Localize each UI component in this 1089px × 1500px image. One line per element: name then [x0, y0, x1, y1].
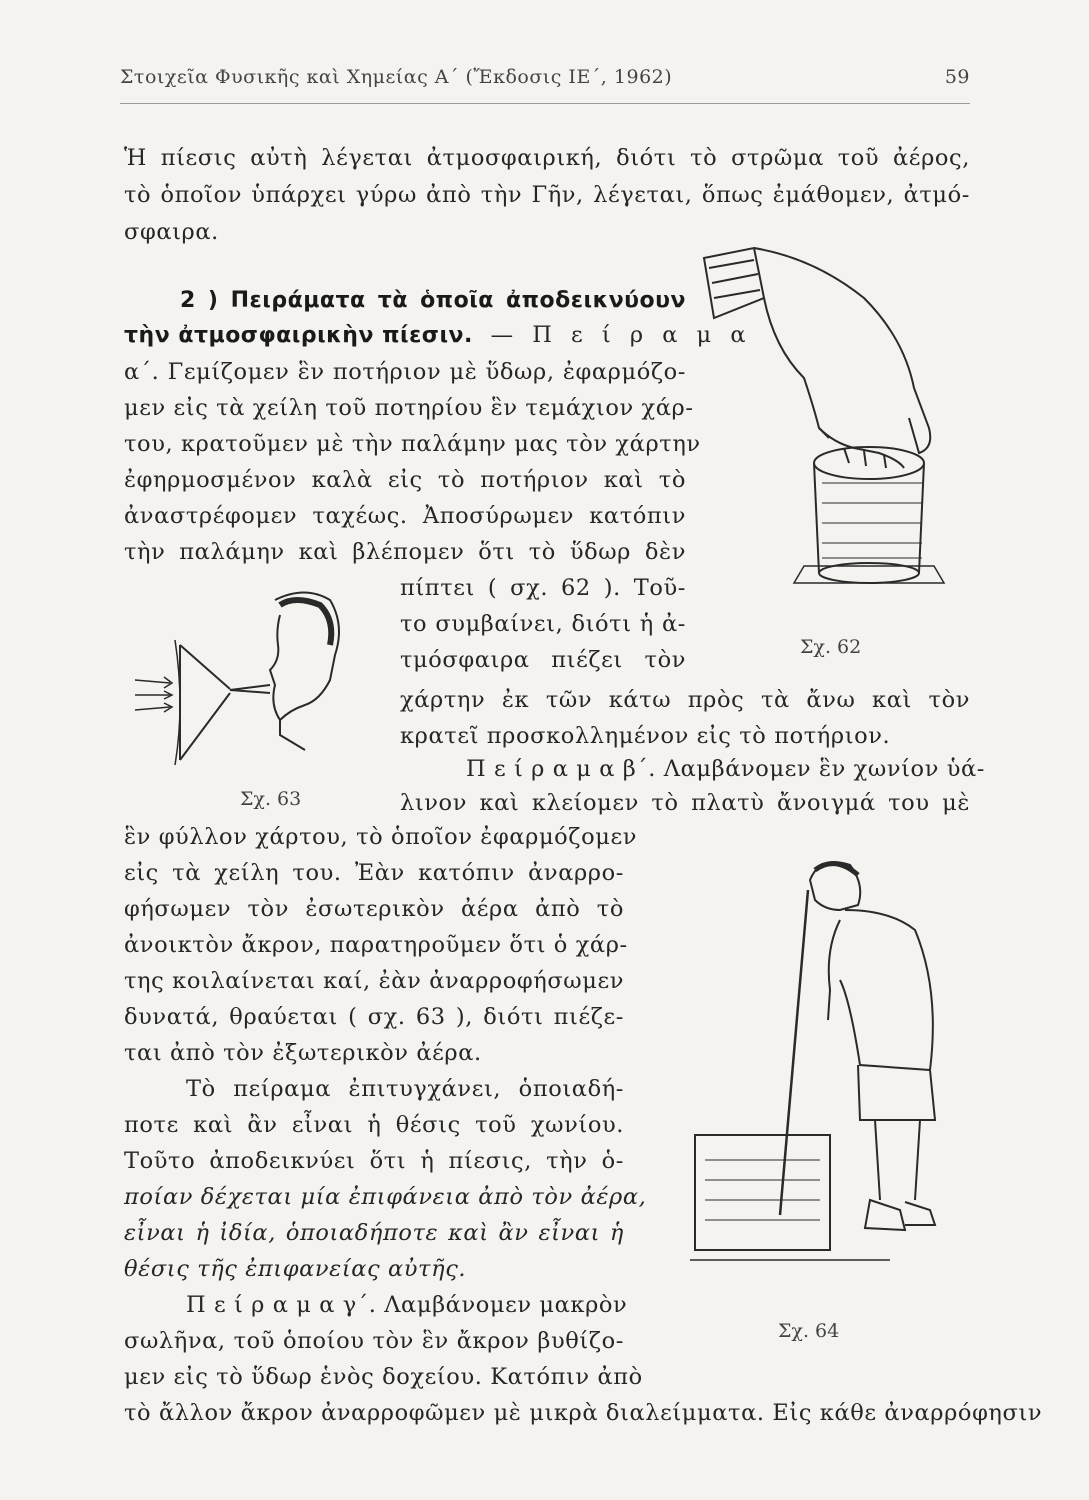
section-heading-line-2 — [124, 318, 752, 354]
running-header — [120, 66, 970, 96]
text-line: της κοιλαίνεται καί, ἐὰν ἀναρροφήσωμεν — [124, 968, 624, 994]
figure-63-funnel-illustration — [130, 585, 400, 780]
section-heading-cont: τὴν ἀτμοσφαιρικὴν πίεσιν. — [124, 323, 473, 348]
figure-62-caption: Σχ. 62 — [800, 636, 862, 658]
text-line: κρατεῖ προσκολλημένον εἰς τὸ ποτήριον. — [400, 723, 891, 749]
figure-64-caption: Σχ. 64 — [778, 1320, 840, 1342]
text-line: α΄. Γεμίζομεν ἓν ποτήριον μὲ ὕδωρ, ἐφαρμόζο- — [124, 359, 686, 385]
text-line: μεν εἰς τὸ ὕδωρ ἑνὸς δοχείου. Κατόπιν ἀπὸ — [124, 1364, 643, 1390]
text-line: ποίαν δέχεται μία ἐπιφάνεια ἀπὸ τὸν ἀέρα, — [124, 1184, 647, 1210]
text-line: πίπτει ( σχ. 62 ). Τοῦ- — [400, 575, 686, 601]
header-title: Στοιχεῖα Φυσικῆς καὶ Χημείας Α΄ (Ἔκδοσις ΙΕ΄, 1962) — [120, 66, 673, 88]
text-line: Τὸ πείραμα ἐπιτυγχάνει, ὁποιαδή- — [186, 1076, 624, 1102]
text-line: του, κρατοῦμεν μὲ τὴν παλάμην μας τὸν χάρτην — [124, 431, 701, 457]
text-line: εἶναι ἡ ἰδία, ὁποιαδήποτε καὶ ἂν εἶναι ἡ — [124, 1220, 624, 1246]
text-line: σωλῆνα, τοῦ ὁποίου τὸν ἓν ἄκρον βυθίζο- — [124, 1328, 624, 1354]
intro-line-2: τὸ ὁποῖον ὑπάρχει γύρω ἀπὸ τὴν Γῆν, λέγεται, ὅπως ἐμάθομεν, ἀτμό- — [124, 182, 970, 208]
experiment-c-line: Π ε ί ρ α μ α γ΄. Λαμβάνομεν μακρὸν — [186, 1292, 628, 1318]
experiment-a-label: — Π ε ί ρ α μ α — [490, 322, 752, 348]
figure-63-caption: Σχ. 63 — [240, 788, 302, 810]
header-rule — [120, 103, 970, 104]
text-line: το συμβαίνει, διότι ἡ ἀ- — [400, 611, 686, 637]
experiment-b-line: Π ε ί ρ α μ α β΄. Λαμβάνομεν ἓν χωνίον ὑά- — [466, 756, 986, 782]
text-line: ἐφηρμοσμένον καλὰ εἰς τὸ ποτήριον καὶ τὸ — [124, 467, 686, 493]
text-line: λινον καὶ κλείομεν τὸ πλατὺ ἄνοιγμά του μὲ — [400, 790, 970, 816]
text-line: φήσωμεν τὸν ἐσωτερικὸν ἀέρα ἀπὸ τὸ — [124, 896, 624, 922]
text-line: δυνατά, θραύεται ( σχ. 63 ), διότι πιέζε- — [124, 1004, 624, 1030]
text-line: Τοῦτο ἀποδεικνύει ὅτι ἡ πίεσις, τὴν ὁ- — [124, 1148, 624, 1174]
section-heading: 2 ) Πειράματα τὰ ὁποῖα ἀποδεικνύουν — [180, 288, 686, 313]
intro-line-1: Ἡ πίεσις αὐτὴ λέγεται ἀτμοσφαιρική, διότι τὸ στρῶμα τοῦ ἀέρος, — [124, 145, 970, 171]
text-line: ἓν φύλλον χάρτου, τὸ ὁποῖον ἐφαρμόζομεν — [124, 824, 638, 850]
text-line: ἀναστρέφομεν ταχέως. Ἀποσύρωμεν κατόπιν — [124, 503, 686, 529]
text-line: ποτε καὶ ἂν εἶναι ἡ θέσις τοῦ χωνίου. — [124, 1112, 624, 1138]
figure-64-boy-tube-illustration — [690, 850, 960, 1270]
text-line: τμόσφαιρα πιέζει τὸν — [400, 647, 686, 673]
text-line: τὴν παλάμην καὶ βλέπομεν ὅτι τὸ ὕδωρ δὲν — [124, 539, 686, 565]
text-line: ἀνοικτὸν ἄκρον, παρατηροῦμεν ὅτι ὁ χάρ- — [124, 932, 628, 958]
intro-line-3: σφαιρα. — [124, 219, 219, 245]
text-line: χάρτην ἐκ τῶν κάτω πρὸς τὰ ἄνω καὶ τὸν — [400, 687, 970, 713]
text-line: εἰς τὰ χείλη του. Ἐὰν κατόπιν ἀναρρο- — [124, 860, 624, 886]
text-line: τὸ ἄλλον ἄκρον ἀναρροφῶμεν μὲ μικρὰ διαλείμματα. Εἰς κάθε ἀναρρόφησιν — [124, 1400, 1043, 1426]
figure-62-hand-glass-illustration — [694, 238, 970, 594]
text-line: θέσις τῆς ἐπιφανείας αὐτῆς. — [124, 1256, 467, 1282]
page-number: 59 — [944, 66, 970, 88]
text-line: μεν εἰς τὰ χείλη τοῦ ποτηρίου ἓν τεμάχιον χάρ- — [124, 395, 694, 421]
text-line: ται ἀπὸ τὸν ἐξωτερικὸν ἀέρα. — [124, 1040, 482, 1066]
